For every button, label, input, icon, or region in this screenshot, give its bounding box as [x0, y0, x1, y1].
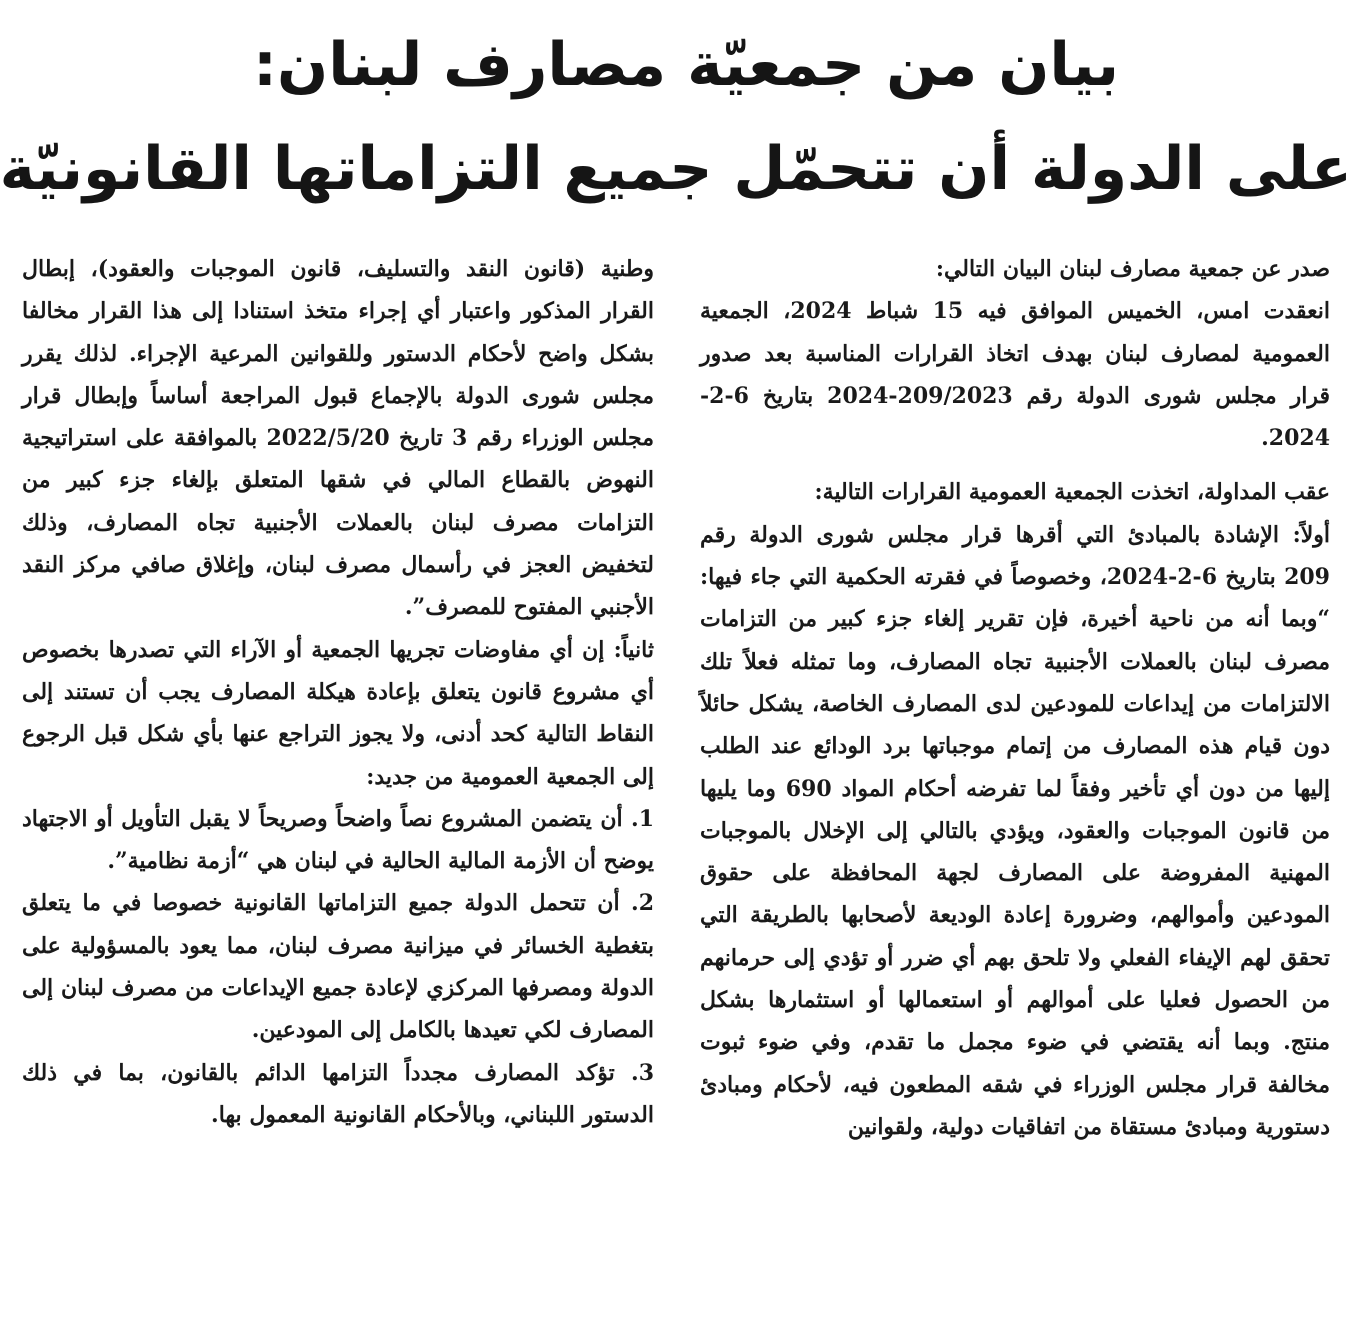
paragraph-first-decision: أولاً: الإشادة بالمبادئ التي أقرها قرار مجلس شورى الدولة رقم 209 بتاريخ 6-2-2024، وخصوصاً في فقرته الحكمية التي جاء فيها: “وبما أنه من ناحية أخيرة، فإن تقرير إلغاء جزء كبير من التزامات مصرف لبنان بالعملات الأجنبية تجاه المصارف، وما تمثله فعلاً تلك الالتزامات من إيداعات للمودعين لدى المصارف الخاصة، يشكل حائلاً دون قيام هذه المصارف من إتمام موجباتها برد الودائع عند الطلب إليها من دون أي تأخير وفقاً لما تفرضه أحكام المواد 690 وما يليها من قانون الموجبات والعقود، ويؤدي بالتالي إلى الإخلال بالموجبات المهنية المفروضة على المصارف لجهة المحافظة على حقوق المودعين وأموالهم، وضرورة إعادة الوديعة لأصحابها بالطريقة التي تحقق لهم الإيفاء الفعلي ولا تلحق بهم أي ضرر أو تؤدي إلى حرمانهم من الحصول فعليا على أموالهم أو استعمالها أو استثمارها بشكل منتج. وبما أنه يقتضي في ضوء مجمل ما تقدم، وفي ضوء ثبوت مخالفة قرار مجلس الوزراء في شقه المطعون فيه، لأحكام ومبادئ دستورية ومبادئ مستقاة من اتفاقيات دولية، ولقوانين	[700, 521, 1330, 1140]
list-item-1: 1. أن يتضمن المشروع نصاً واضحاً وصريحاً لا يقبل التأويل أو الاجتهاد يوضح أن الأزمة المالية الحالية في لبنان هي “أزمة نظامية”.	[22, 805, 654, 875]
paragraph-meeting: انعقدت امس، الخميس الموافق فيه 15 شباط 2024، الجمعية العمومية لمصارف لبنان بهدف اتخاذ القرارات المناسبة بعد صدور قرار مجلس شورى الدولة رقم 209/2023-2024 بتاريخ 6-2-2024.	[700, 298, 1331, 452]
paragraph-intro: صدر عن جمعية مصارف لبنان البيان التالي:	[935, 256, 1330, 282]
list-item-2: 2. أن تتحمل الدولة جميع التزاماتها القانونية خصوصا في ما يتعلق بتغطية الخسائر في ميزانية مصرف لبنان، مما يعود بالمسؤولية على الدولة ومصرفها المركزي لإعادة جميع الإيداعات من مصرف لبنان إلى المصارف لكي تعيدها بالكامل إلى المودعين.	[22, 890, 654, 1044]
article-column-right	[700, 248, 1330, 1148]
headline-line-1: بيان من جمعيّة مصارف لبنان:	[253, 30, 1119, 100]
paragraph-second-decision: ثانياً: إن أي مفاوضات تجريها الجمعية أو الآراء التي تصدرها بخصوص أي مشروع قانون يتعلق بإعادة هيكلة المصارف يجب أن تستند إلى النقاط التالية كحد أدنى، ولا يجوز التراجع عنها بأي شكل قبل الرجوع إلى الجمعية العمومية من جديد:	[22, 636, 654, 790]
article-column-left	[22, 248, 654, 1136]
paragraph-quote-continued: وطنية (قانون النقد والتسليف، قانون الموجبات والعقود)، إبطال القرار المذكور واعتبار أي إجراء متخذ استنادا إلى هذا القرار مخالفا بشكل واضح لأحكام الدستور وللقوانين المرعية الإجراء. لذلك يقرر مجلس شورى الدولة بالإجماع قبول المراجعة أساساً وإبطال قرار مجلس الوزراء رقم 3 تاريخ 2022/5/20 بالموافقة على استراتيجية النهوض بالقطاع المالي في شقها المتعلق بإلغاء جزء كبير من التزامات مصرف لبنان بالعملات الأجنبية تجاه المصارف، وذلك لتخفيض العجز في رأسمال مصرف لبنان، وإغلاق صافي مركز النقد الأجنبي المفتوح للمصرف”.	[22, 256, 654, 621]
headline-line-2: على الدولة أن تتحمّل جميع التزاماتها القانونيّة	[0, 134, 1352, 204]
paragraph-decisions-intro: عقب المداولة، اتخذت الجمعية العمومية القرارات التالية:	[814, 479, 1330, 506]
list-item-3: 3. تؤكد المصارف مجدداً التزامها الدائم بالقانون، بما في ذلك الدستور اللبناني، وبالأحكام القانونية المعمول بها.	[22, 1059, 654, 1128]
